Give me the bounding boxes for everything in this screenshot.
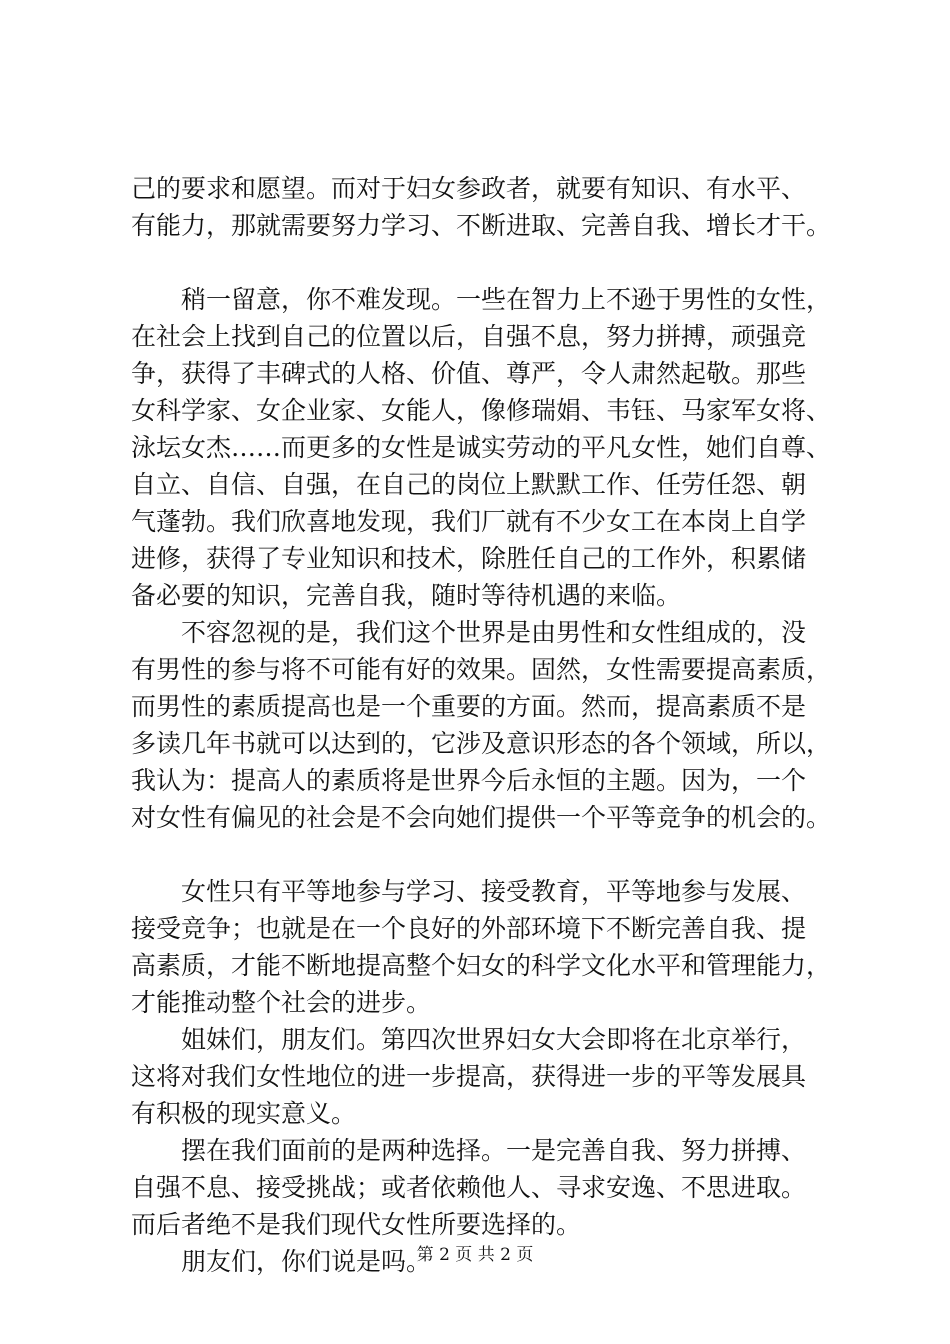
text-line: 不容忽视的是，我们这个世界是由男性和女性组成的，没	[131, 618, 807, 647]
text-line: 进修，获得了专业知识和技术，除胜任自己的工作外，积累储	[131, 544, 807, 573]
text-line: 稍一留意，你不难发现。一些在智力上不逊于男性的女性，	[131, 285, 832, 314]
text-line: 有积极的现实意义。	[131, 1099, 357, 1128]
text-line: 而男性的素质提高也是一个重要的方面。然而，提高素质不是	[131, 692, 807, 721]
text-line: 对女性有偏见的社会是不会向她们提供一个平等竞争的机会的。	[131, 803, 832, 832]
text-line: 己的要求和愿望。而对于妇女参政者，就要有知识、有水平、	[131, 174, 807, 203]
text-line: 备必要的知识，完善自我，随时等待机遇的来临。	[131, 581, 682, 610]
page-footer: 第 2 页 共 2 页	[416, 1245, 534, 1265]
text-line: 我认为：提高人的素质将是世界今后永恒的主题。因为，一个	[131, 766, 807, 795]
paragraph-gap	[131, 836, 851, 873]
document-body	[131, 170, 851, 1280]
paragraph-gap	[131, 244, 851, 281]
text-line: 自立、自信、自强，在自己的岗位上默默工作、任劳任怨、朝	[131, 470, 807, 499]
text-line: 有男性的参与将不可能有好的效果。固然，女性需要提高素质，	[131, 655, 832, 684]
text-line: 多读几年书就可以达到的，它涉及意识形态的各个领域，所以，	[131, 729, 832, 758]
text-line: 高素质，才能不断地提高整个妇女的科学文化水平和管理能力，	[131, 951, 832, 980]
text-line: 朋友们，你们说是吗。	[131, 1247, 432, 1276]
text-line: 气蓬勃。我们欣喜地发现，我们厂就有不少女工在本岗上自学	[131, 507, 807, 536]
text-line: 姐妹们，朋友们。第四次世界妇女大会即将在北京举行，	[131, 1025, 807, 1054]
text-line: 自强不息、接受挑战；或者依赖他人、寻求安逸、不思进取。	[131, 1173, 807, 1202]
text-line: 这将对我们女性地位的进一步提高，获得进一步的平等发展具	[131, 1062, 807, 1091]
text-line: 女科学家、女企业家、女能人，像修瑞娟、韦钰、马家军女将、	[131, 396, 832, 425]
text-line: 摆在我们面前的是两种选择。一是完善自我、努力拼搏、	[131, 1136, 807, 1165]
text-line: 女性只有平等地参与学习、接受教育，平等地参与发展、	[131, 877, 807, 906]
text-line: 接受竞争；也就是在一个良好的外部环境下不断完善自我、提	[131, 914, 807, 943]
text-line: 而后者绝不是我们现代女性所要选择的。	[131, 1210, 582, 1239]
text-line: 才能推动整个社会的进步。	[131, 988, 432, 1017]
text-line: 争，获得了丰碑式的人格、价值、尊严，令人肃然起敬。那些	[131, 359, 807, 388]
text-line: 在社会上找到自己的位置以后，自强不息，努力拼搏，顽强竞	[131, 322, 807, 351]
text-line: 有能力，那就需要努力学习、不断进取、完善自我、增长才干。	[131, 211, 832, 240]
text-line: 泳坛女杰……而更多的女性是诚实劳动的平凡女性，她们自尊、	[131, 433, 832, 462]
